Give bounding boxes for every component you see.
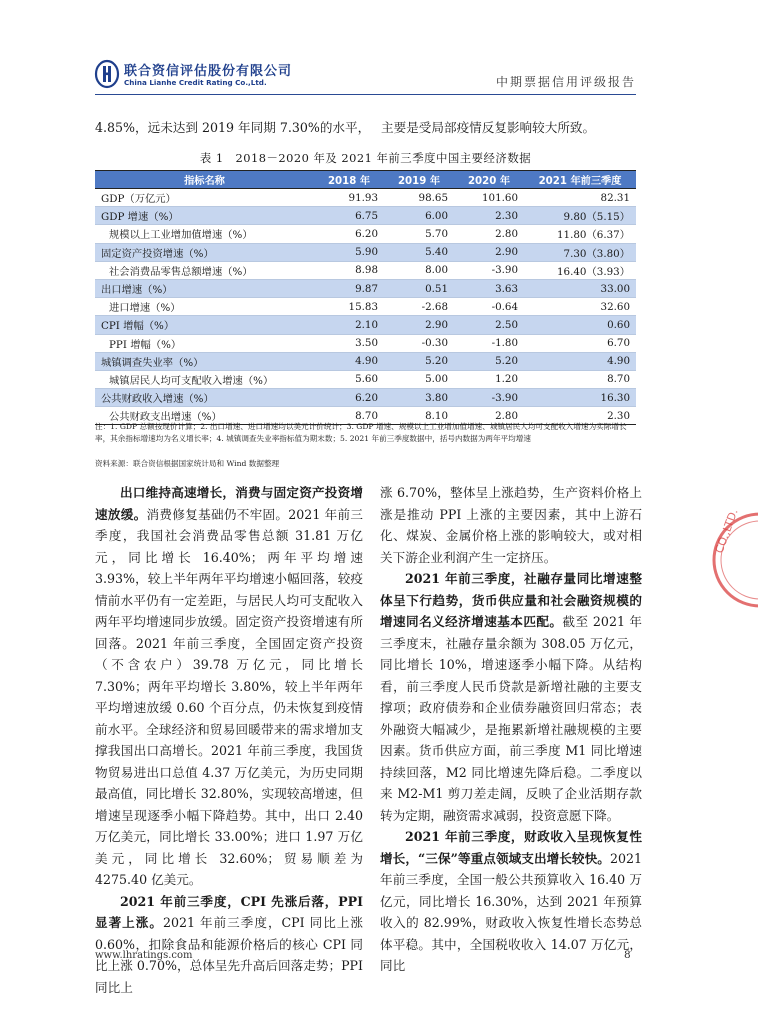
table-header-cell: 2021 年前三季度: [524, 171, 636, 189]
table-cell: -1.80: [454, 334, 524, 352]
table-cell: 8.98: [314, 261, 384, 279]
table-cell: 6.70: [524, 334, 636, 352]
table-cell: 2.30: [524, 407, 636, 425]
table-cell: -2.68: [384, 298, 454, 316]
table-cell: -3.90: [454, 389, 524, 407]
paragraph-body: 截至 2021 年三季度末，社融存量余额为 308.05 万亿元，同比增长 10%，增速逐季小幅下降。从结构看，前三季度人民币贷款是新增社融的主要支撑项；政府债券和企业债券融资回归常态；表外融资大幅减少，是拖累新增社融规模的主要因素。货币供应方面，前三季度 M1 同比增速持续回落，M2 同比增速先降后稳。二季度以来 M2-M1 剪刀差走阔，反映了企业活期存款转为定期，融资需求减弱，投资意愿下降。: [380, 614, 643, 823]
table-cell: 2.80: [454, 407, 524, 425]
table-title: 表 1 2018－2020 年及 2021 年前三季度中国主要经济数据: [199, 151, 532, 165]
table-header-cell: 2020 年: [454, 171, 524, 189]
row-label: 城镇调查失业率（%）: [95, 352, 314, 370]
table-source: 资料来源：联合资信根据国家统计局和 Wind 数据整理: [95, 459, 280, 468]
row-label: 城镇居民人均可支配收入增速（%）: [95, 370, 314, 388]
footer-url: www.lhratings.com: [95, 950, 193, 961]
paragraph-body: 2021 年前三季度，CPI 同比上涨 0.60%，扣除食品和能源价格后的核心 CPI 同比上涨 0.70%，总体呈先升高后回落走势；PPI 同比上: [95, 915, 363, 995]
table-cell: 4.90: [314, 352, 384, 370]
table-header-cell: 2018 年: [314, 171, 384, 189]
paragraph-lead: 2021 年前三季度，财政收入呈现恢复性增长，“三保”等重点领域支出增长较快。: [380, 829, 642, 866]
table-row: [95, 225, 636, 243]
table-cell: 91.93: [314, 189, 384, 207]
table-row: [95, 352, 636, 370]
paragraph: [95, 891, 363, 999]
table-cell: 2.50: [454, 316, 524, 334]
table-header-row: [95, 171, 636, 189]
intro-text-left: 4.85%，远未达到 2019 年同期 7.30%的水平，: [95, 120, 371, 135]
table-cell: 2.80: [454, 225, 524, 243]
intro-text-right: 主要是受局部疫情反复影响较大所致。: [381, 120, 596, 135]
paragraph-lead: 2021 年前三季度，CPI 先涨后落，PPI 显著上涨。: [95, 893, 363, 930]
table-header-cell: 指标名称: [95, 171, 314, 189]
table-cell: 3.50: [314, 334, 384, 352]
table-cell: 5.20: [384, 352, 454, 370]
paragraph-body: 消费修复基础仍不牢固。2021 年前三季度，我国社会消费品零售总额 31.81 万亿元，同比增长 16.40%；两年平均增速 3.93%，较上半年两年平均增速小幅回落，较疫情前水平仍有一定差距，与居民人均可支配收入两年平均增速同步放缓。固定资产投资增速有所回落。2021 年前三季度，全国固定资产投资（不含农户）39.78 万亿元，同比增长 7.30%；两年平均增长 3.80%，较上半年两年平均增速放缓 0.60 个百分点，仍未恢复到疫情前水平。全球经济和贸易回暖带来的需求增加支撑我国出口高增长。2021 年前三季度，我国货物贸易进出口总值 4.37 万亿美元，为历史同期最高值，同比增长 32.80%，实现较高增速，但增速呈现逐季小幅下降趋势。其中，出口 2.40 万亿美元，同比增长 33.00%；进口 1.97 万亿美元，同比增长 32.60%；贸易顺差为 4275.40 亿美元。: [95, 506, 363, 887]
body-column-left: [95, 482, 363, 998]
table-note: 注：1. GDP 总额按现价计算；2. 出口增速、进口增速均以美元计价统计；3. GDP 增速、规模以上工业增加值增速、城镇居民人均可支配收入增速为实际增长率，其余指标增速均为名义增长率；4. 城镇调查失业率指标值为期末数；5. 2021 年前三季度数据中，括号内数据为两年平均增速: [95, 422, 627, 443]
table-cell: 2.10: [314, 316, 384, 334]
paragraph: [380, 826, 642, 977]
company-name-cn: 联合资信评估股份有限公司: [124, 64, 293, 79]
svg-text:CO.,LTD.: CO.,LTD.: [712, 507, 741, 556]
company-seal-icon: [698, 507, 758, 610]
table-cell: 9.80（5.15）: [524, 207, 636, 225]
paragraph-body: 2021 年前三季度，全国一般公共预算收入 16.40 万亿元，同比增长 16.30%，达到 2021 年预算收入的 82.99%，财政收入恢复性增长态势总体平稳。其中，全国税收收入 14.07 万亿元，同比: [380, 850, 642, 973]
table-cell: 5.40: [384, 243, 454, 261]
table-cell: 4.90: [524, 352, 636, 370]
row-label: PPI 增幅（%）: [95, 334, 314, 352]
table-cell: 5.20: [454, 352, 524, 370]
table-cell: 5.70: [384, 225, 454, 243]
table-cell: 0.51: [384, 279, 454, 297]
table-cell: 32.60: [524, 298, 636, 316]
paragraph: [95, 482, 363, 891]
table-row: [95, 370, 636, 388]
row-label: GDP（万亿元）: [95, 189, 314, 207]
table-cell: 5.90: [314, 243, 384, 261]
table-row: [95, 279, 636, 297]
table-row: [95, 261, 636, 279]
table-row: [95, 243, 636, 261]
table-cell: 5.00: [384, 370, 454, 388]
table-cell: 16.40（3.93）: [524, 261, 636, 279]
paragraph-lead: 2021 年前三季度，社融存量同比增速整体呈下行趋势，货币供应量和社会融资规模的增速同名义经济增速基本匹配。: [380, 571, 642, 629]
table-cell: 6.20: [314, 225, 384, 243]
table-cell: 6.00: [384, 207, 454, 225]
row-label: 公共财政支出增速（%）: [95, 407, 314, 425]
table-cell: 6.75: [314, 207, 384, 225]
table-cell: 8.70: [314, 407, 384, 425]
body-column-right: [380, 482, 642, 977]
table-cell: 82.31: [524, 189, 636, 207]
table-cell: -3.90: [454, 261, 524, 279]
table-cell: 6.20: [314, 389, 384, 407]
table-cell: 2.30: [454, 207, 524, 225]
row-label: 社会消费品零售总额增速（%）: [95, 261, 314, 279]
table-row: [95, 298, 636, 316]
row-label: 进口增速（%）: [95, 298, 314, 316]
row-label: 公共财政收入增速（%）: [95, 389, 314, 407]
table-cell: 101.60: [454, 189, 524, 207]
table-cell: 9.87: [314, 279, 384, 297]
paragraph: [380, 482, 642, 568]
table-cell: 8.10: [384, 407, 454, 425]
paragraph-body: 涨 6.70%，整体呈上涨趋势，生产资料价格上涨是推动 PPI 上涨的主要因素，其中上游石化、煤炭、金属价格上涨的影响较大，或对相关下游企业利润产生一定挤压。: [380, 485, 642, 565]
table-cell: 98.65: [384, 189, 454, 207]
table-cell: -0.30: [384, 334, 454, 352]
table-row: [95, 334, 636, 352]
table-cell: 3.63: [454, 279, 524, 297]
row-label: 出口增速（%）: [95, 279, 314, 297]
table-cell: 8.00: [384, 261, 454, 279]
table-cell: 3.80: [384, 389, 454, 407]
table-cell: 33.00: [524, 279, 636, 297]
table-row: [95, 189, 636, 207]
table-cell: 11.80（6.37）: [524, 225, 636, 243]
table-cell: 2.90: [454, 243, 524, 261]
table-cell: 15.83: [314, 298, 384, 316]
economic-data-table: [95, 170, 636, 425]
table-cell: -0.64: [454, 298, 524, 316]
row-label: 固定资产投资增速（%）: [95, 243, 314, 261]
paragraph-lead: 出口维持高速增长，消费与固定资产投资增速放缓。: [95, 485, 363, 522]
company-name-en: China Lianhe Credit Rating Co.,Ltd.: [124, 78, 267, 87]
row-label: GDP 增速（%）: [95, 207, 314, 225]
table-cell: 8.70: [524, 370, 636, 388]
table-row: [95, 389, 636, 407]
paragraph: [380, 568, 642, 826]
table-header-cell: 2019 年: [384, 171, 454, 189]
table-row: [95, 316, 636, 334]
table-cell: 1.20: [454, 370, 524, 388]
row-label: 规模以上工业增加值增速（%）: [95, 225, 314, 243]
table-cell: 0.60: [524, 316, 636, 334]
row-label: CPI 增幅（%）: [95, 316, 314, 334]
header-divider: [95, 94, 636, 95]
page-number: 8: [624, 949, 631, 961]
table-cell: 2.90: [384, 316, 454, 334]
table-cell: 5.60: [314, 370, 384, 388]
report-title: 中期票据信用评级报告: [495, 75, 636, 89]
company-logo-icon: [95, 60, 119, 88]
table-cell: 7.30（3.80）: [524, 243, 636, 261]
table-cell: 16.30: [524, 389, 636, 407]
table-row: [95, 207, 636, 225]
